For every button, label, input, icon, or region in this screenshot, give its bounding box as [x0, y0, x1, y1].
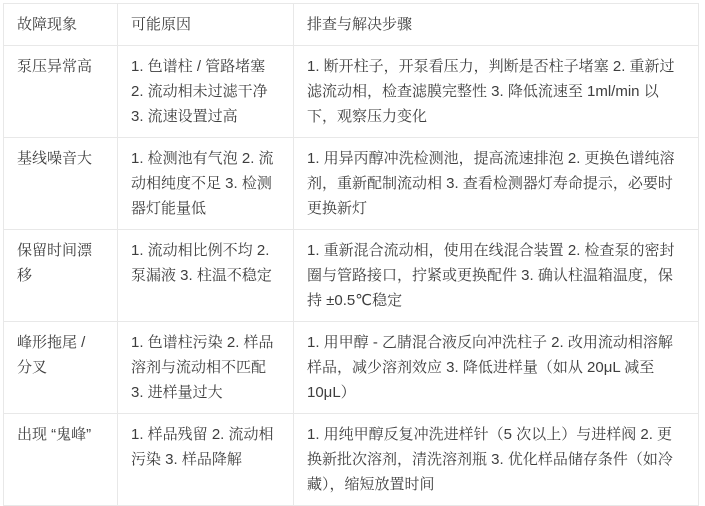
cell-symptom: 泵压异常高 — [4, 46, 118, 138]
cell-symptom: 基线噪音大 — [4, 138, 118, 230]
header-symptom: 故障现象 — [4, 4, 118, 46]
cell-cause: 1. 检测池有气泡 2. 流动相纯度不足 3. 检测器灯能量低 — [118, 138, 294, 230]
table-row — [4, 138, 699, 230]
cell-cause: 1. 色谱柱污染 2. 样品溶剂与流动相不匹配 3. 进样量过大 — [118, 322, 294, 414]
cell-cause: 1. 流动相比例不均 2. 泵漏液 3. 柱温不稳定 — [118, 230, 294, 322]
troubleshooting-table — [3, 3, 699, 506]
cell-steps: 1. 用异丙醇冲洗检测池，提高流速排泡 2. 更换色谱纯溶剂，重新配制流动相 3. 查看检测器灯寿命提示，必要时更换新灯 — [294, 138, 699, 230]
table-row — [4, 46, 699, 138]
header-steps: 排查与解决步骤 — [294, 4, 699, 46]
cell-steps: 1. 用甲醇 - 乙腈混合液反向冲洗柱子 2. 改用流动相溶解样品，减少溶剂效应 3. 降低进样量（如从 20μL 减至 10μL） — [294, 322, 699, 414]
table-header-row — [4, 4, 699, 46]
header-cause: 可能原因 — [118, 4, 294, 46]
cell-cause: 1. 色谱柱 / 管路堵塞 2. 流动相未过滤干净 3. 流速设置过高 — [118, 46, 294, 138]
cell-symptom: 保留时间漂移 — [4, 230, 118, 322]
cell-steps: 1. 断开柱子，开泵看压力，判断是否柱子堵塞 2. 重新过滤流动相，检查滤膜完整性 3. 降低流速至 1ml/min 以下，观察压力变化 — [294, 46, 699, 138]
cell-steps: 1. 重新混合流动相，使用在线混合装置 2. 检查泵的密封圈与管路接口，拧紧或更换配件 3. 确认柱温箱温度，保持 ±0.5℃稳定 — [294, 230, 699, 322]
cell-steps: 1. 用纯甲醇反复冲洗进样针（5 次以上）与进样阀 2. 更换新批次溶剂，清洗溶剂瓶 3. 优化样品储存条件（如冷藏），缩短放置时间 — [294, 414, 699, 506]
table-row — [4, 414, 699, 506]
table-row — [4, 322, 699, 414]
table-row — [4, 230, 699, 322]
cell-symptom: 出现 “鬼峰” — [4, 414, 118, 506]
cell-cause: 1. 样品残留 2. 流动相污染 3. 样品降解 — [118, 414, 294, 506]
cell-symptom: 峰形拖尾 / 分叉 — [4, 322, 118, 414]
